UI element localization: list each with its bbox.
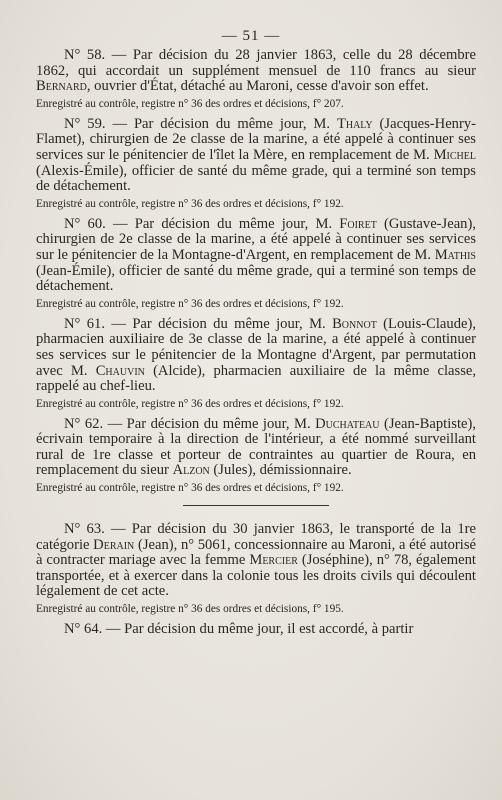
decision-text-middle: (Jean), n° 5061, concessionnaire au Maroni, a été autorisé à contracter mariage avec la femme xyxy=(36,536,477,569)
decision-text-middle: (Jean-Baptiste), écrivain temporaire à la direction de l'intérieur, a été nommé surveillant rural de 1re classe et porteur de contraintes au quartier de Roura, en remplacement du sieur xyxy=(36,415,476,479)
page-number: — 51 — xyxy=(221,28,281,44)
decision-text-end: (Jules), démissionnaire. xyxy=(209,462,352,479)
decision-entry-58 xyxy=(36,48,476,111)
decision-text xyxy=(36,417,476,479)
decision-text-start: N° 62. — Par décision du même jour, M. xyxy=(64,415,316,432)
person-name-2: Alzon xyxy=(172,462,210,479)
person-name-2: Chauvin xyxy=(95,362,145,379)
registration-note: Enregistré au contrôle, registre n° 36 des ordres et décisions, f° 195. xyxy=(36,603,344,616)
section-divider xyxy=(183,505,329,506)
decision-text-middle: (Gustave-Jean), chirurgien de 2e classe de la marine, a été appelé à continuer ses services sur le pénitencier de la Montagne-d'Argent, en remplacement de M. xyxy=(36,215,476,263)
registration-note: Enregistré au contrôle, registre n° 36 des ordres et décisions, f° 192. xyxy=(36,197,344,210)
registration-note: Enregistré au contrôle, registre n° 36 des ordres et décisions, f° 192. xyxy=(36,482,344,495)
registration-note: Enregistré au contrôle, registre n° 36 des ordres et décisions, f° 207. xyxy=(36,97,344,110)
person-name-2: Mercier xyxy=(249,552,298,569)
decision-text-end: (Joséphine), n° 78, également transportée, et à exercer dans la colonie tous les droits civils qui découlent légalement de cet acte. xyxy=(36,552,476,600)
registration-note: Enregistré au contrôle, registre n° 36 des ordres et décisions, f° 192. xyxy=(36,397,344,410)
person-name-2: Michel xyxy=(433,146,476,163)
decision-text xyxy=(36,48,476,95)
decision-text-middle: (Jacques-Henry-Flamet), chirurgien de 2e classe de la marine, a été appelé à continuer ses services sur le pénitencier de l'îlet la Mère, en remplacement de M. xyxy=(36,115,476,163)
person-name: Bonnot xyxy=(332,315,377,332)
decision-text-middle: (Louis-Claude), pharmacien auxiliaire de 3e classe de la marine, a été appelé à continuer ses services sur le pénitencier de la Montagne d'Argent, par permutation avec M. xyxy=(36,315,476,379)
decision-entry-62 xyxy=(36,417,476,495)
decision-text xyxy=(36,117,476,195)
decision-text: N° 64. — Par décision du même jour, il est accordé, à partir xyxy=(64,621,414,638)
person-name: Foiret xyxy=(339,215,377,232)
decisions-list xyxy=(36,48,476,644)
decision-entry-61 xyxy=(36,317,476,411)
decision-entry-63 xyxy=(36,522,476,616)
person-name: Derain xyxy=(93,536,135,553)
decision-text-end: (Alexis-Émile), officier de santé du même grade, qui a terminé son temps de détachement. xyxy=(36,162,476,195)
registration-note: Enregistré au contrôle, registre n° 36 des ordres et décisions, f° 192. xyxy=(36,297,344,310)
decision-text-start: N° 59. — Par décision du même jour, M. xyxy=(64,115,337,132)
decision-text xyxy=(36,217,476,295)
decision-text-start: N° 58. — Par décision du 28 janvier 1863, celle du 28 décembre 1862, qui accordait un supplément mensuel de 110 francs au sieur xyxy=(36,47,476,79)
decision-text-start: N° 63. — Par décision du 30 janvier 1863, le transporté de la 1re catégorie xyxy=(36,521,476,553)
person-name: Thaly xyxy=(336,115,373,132)
decision-entry-60 xyxy=(36,217,476,311)
person-name: Duchateau xyxy=(315,415,380,432)
decision-text-end: (Jean-Émile), officier de santé du même grade, qui a terminé son temps de détachement. xyxy=(36,262,476,295)
person-name: Bernard xyxy=(36,78,87,95)
decision-text-start: N° 60. — Par décision du même jour, M. xyxy=(64,215,340,232)
decision-entry-64 xyxy=(36,622,476,638)
decision-entry-59 xyxy=(36,117,476,211)
person-name-2: Mathis xyxy=(434,246,476,263)
decision-text-end: (Alcide), pharmacien auxiliaire de la même classe, rappelé au chef-lieu. xyxy=(36,362,476,395)
decision-text xyxy=(36,317,476,395)
decision-text xyxy=(36,522,476,600)
decision-text-start: N° 61. — Par décision du même jour, M. xyxy=(64,315,333,332)
decision-text-end: , ouvrier d'État, détaché au Maroni, cesse d'avoir son effet. xyxy=(86,78,429,95)
